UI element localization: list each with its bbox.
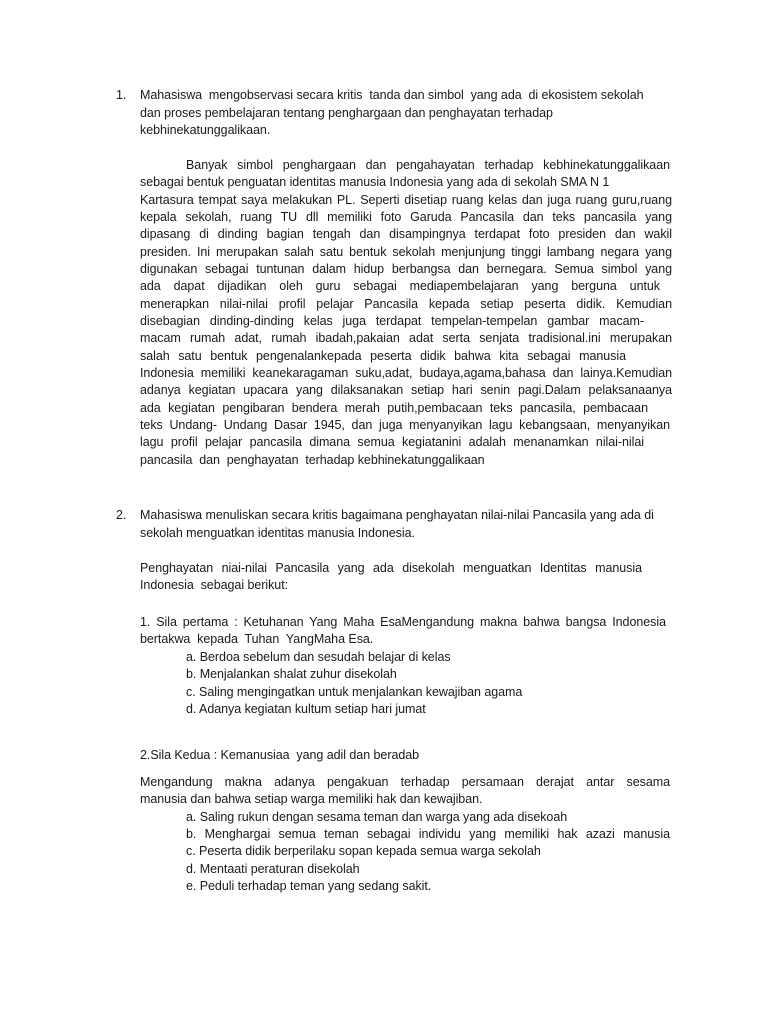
sila-1-heading-line: 1. Sila pertama : Ketuhanan Yang Maha EsaMengandung makna bahwa bangsa Indonesia: [140, 615, 666, 629]
section-1-answer-line: presiden. Ini merupakan salah satu bentuk sekolah menjunjung tinggi lambang negara yang: [140, 245, 672, 259]
section-1-answer-line: Banyak simbol penghargaan dan pengahayatan terhadap kebhinekatunggalikaan: [186, 158, 670, 172]
sila-2-item: d. Mentaati peraturan disekolah: [186, 862, 360, 876]
section-1-answer-line: lagu profil pelajar pancasila dimana semua kegiatanini adalah menanamkan nilai-nilai: [140, 435, 644, 449]
section-1-answer-line: adanya kegiatan upacara yang dilaksanakan setiap hari senin pagi.Dalam pelaksanaanya: [140, 383, 672, 397]
section-1-question-line: Mahasiswa mengobservasi secara kritis tanda dan simbol yang ada di ekosistem sekolah: [140, 88, 644, 102]
sila-1-item: b. Menjalankan shalat zuhur disekolah: [186, 667, 397, 681]
sila-2-meaning-line: manusia dan bahwa setiap warga memiliki hak dan kewajiban.: [140, 792, 483, 806]
section-1-answer-line: teks Undang- Undang Dasar 1945, dan juga menyanyikan lagu kebangsaan, menyanyikan: [140, 418, 670, 432]
section-2-number: 2.: [116, 508, 127, 522]
sila-1-item: d. Adanya kegiatan kultum setiap hari jumat: [186, 702, 426, 716]
section-1-answer-line: salah satu bentuk pengenalankepada peserta didik bahwa kita sebagai manusia: [140, 349, 626, 363]
section-1-answer-line: ada dapat dijadikan oleh guru sebagai mediapembelajaran yang berguna untuk: [140, 279, 660, 293]
section-1-answer-line: dipasang di dinding bagian tengah dan disampingnya terdapat foto presiden dan wakil: [140, 227, 672, 241]
section-1-answer-line: pancasila dan penghayatan terhadap kebhinekatunggalikaan: [140, 453, 485, 467]
sila-2-item: b. Menghargai semua teman sebagai individu yang memiliki hak azazi manusia: [186, 827, 670, 841]
sila-1-heading-line: bertakwa kepada Tuhan YangMaha Esa.: [140, 632, 374, 646]
sila-2-heading: 2.Sila Kedua : Kemanusiaa yang adil dan beradab: [140, 748, 420, 762]
section-1-answer-line: kepala sekolah, ruang TU dll memiliki foto Garuda Pancasila dan teks pancasila yang: [140, 210, 672, 224]
section-1-question-line: dan proses pembelajaran tentang penghargaan dan penghayatan terhadap: [140, 106, 553, 120]
sila-2-meaning-line: Mengandung makna adanya pengakuan terhadap persamaan derajat antar sesama: [140, 775, 670, 789]
section-1-answer-line: Kartasura tempat saya melakukan PL. Seperti disetiap ruang kelas dan juga ruang guru,ruang: [140, 193, 672, 207]
section-2-question-line: sekolah menguatkan identitas manusia Indonesia.: [140, 526, 415, 540]
section-1-answer-line: Indonesia memiliki keanekaragaman suku,adat, budaya,agama,bahasa dan lainya.Kemudian: [140, 366, 672, 380]
section-1-question-line: kebhinekatunggalikaan.: [140, 123, 271, 137]
section-1-answer-line: sebagai bentuk penguatan identitas manusia Indonesia yang ada di sekolah SMA N 1: [140, 175, 610, 189]
sila-2-item: c. Peserta didik berperilaku sopan kepada semua warga sekolah: [186, 844, 541, 858]
section-1-answer-line: disebagian dinding-dinding kelas juga terdapat tempelan-tempelan gambar macam-: [140, 314, 644, 328]
section-2-question-line: Mahasiswa menuliskan secara kritis bagaimana penghayatan nilai-nilai Pancasila yang ada di: [140, 508, 654, 522]
section-1-number: 1.: [116, 88, 127, 102]
section-1-answer-line: digunakan sebagai tuntunan dalam hidup berbangsa dan bernegara. Semua simbol yang: [140, 262, 672, 276]
section-1-answer-line: ada kegiatan pengibaran bendera merah putih,pembacaan teks pancasila, pembacaan: [140, 401, 648, 415]
sila-1-item: a. Berdoa sebelum dan sesudah belajar di kelas: [186, 650, 451, 664]
sila-2-item: e. Peduli terhadap teman yang sedang sakit.: [186, 879, 432, 893]
section-2-intro-line: Indonesia sebagai berikut:: [140, 578, 289, 592]
sila-1-item: c. Saling mengingatkan untuk menjalankan kewajiban agama: [186, 685, 523, 699]
section-2-intro-line: Penghayatan niai-nilai Pancasila yang ada disekolah menguatkan Identitas manusia: [140, 561, 642, 575]
section-1-answer-line: macam rumah adat, rumah ibadah,pakaian adat serta senjata tradisional.ini merupakan: [140, 331, 672, 345]
sila-2-item: a. Saling rukun dengan sesama teman dan warga yang ada disekoah: [186, 810, 568, 824]
section-1-answer-line: menerapkan nilai-nilai profil pelajar Pancasila kepada setiap peserta didik. Kemudian: [140, 297, 672, 311]
